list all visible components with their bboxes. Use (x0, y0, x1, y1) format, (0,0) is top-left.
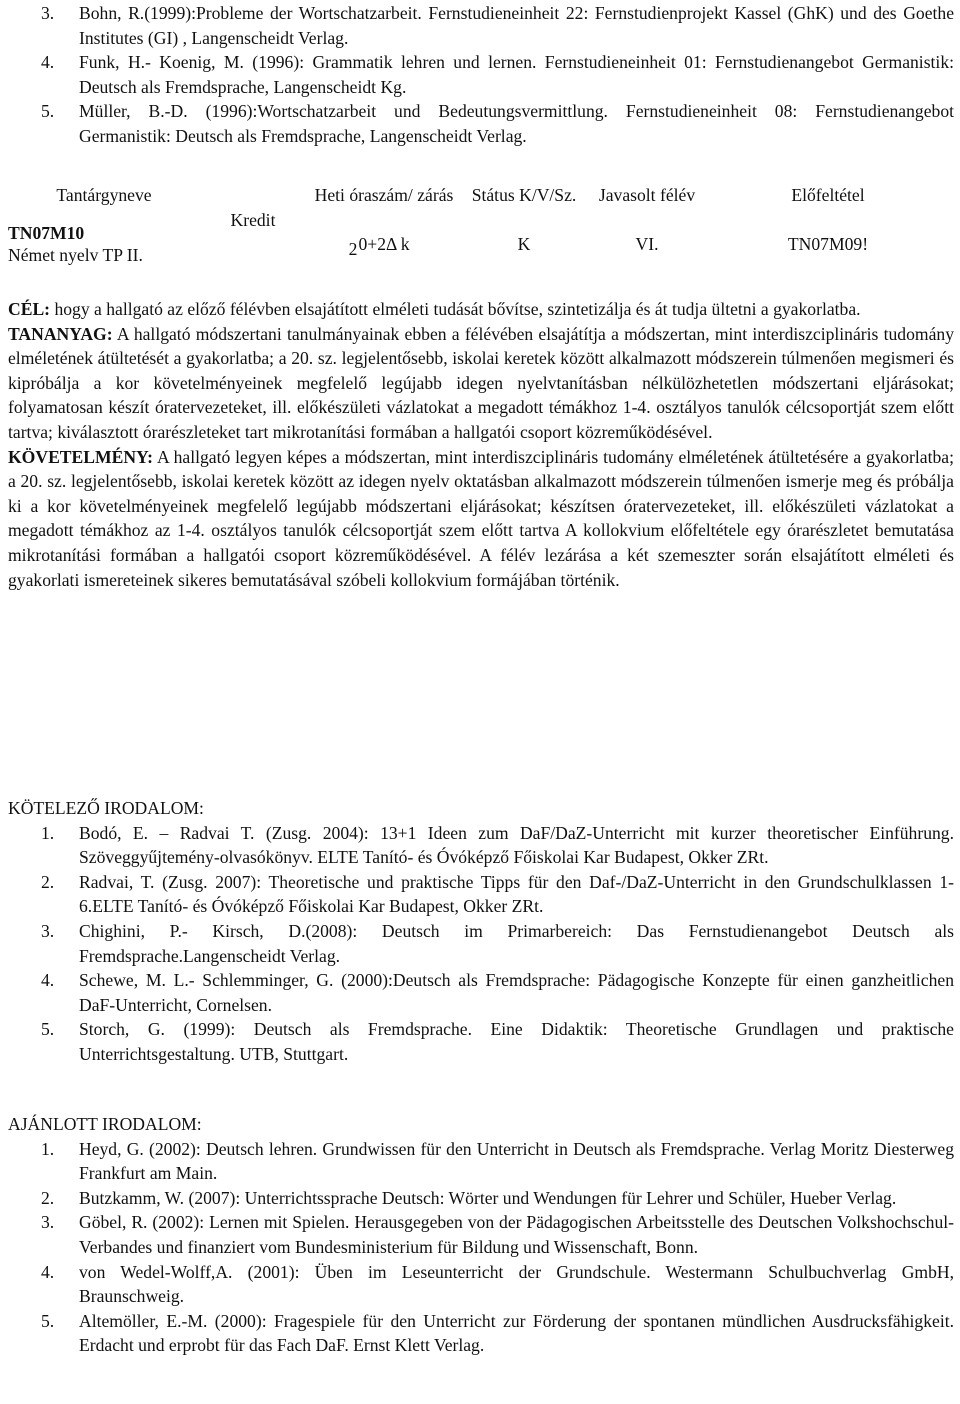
course-name: Német nyelv TP II. (8, 245, 143, 265)
goal-text: hogy a hallgató az előző félévben elsajátított elméleti tudását bővítse, szintetizálja és át tudja ültetni a gyakorlatba. (50, 299, 861, 319)
literature-text: Bodó, E. – Radvai T. (Zusg. 2004): 13+1 Ideen zum DaF/DaZ-Unterricht mit kurzer theoretischer Einführung. Szöveggyűjtemény-olvasókönyv. ELTE Tanító- és Óvóképző Főiskolai Kar Budapest, Okker ZRt. (79, 822, 954, 868)
header-weekly-hours: Heti óraszám/ zárás (314, 185, 454, 205)
literature-item (0, 1260, 960, 1309)
literature-text: Radvai, T. (Zusg. 2007): Theoretische und praktische Tipps für den Daf-/DaZ-Unterricht in den Grundschulklassen 1-6.ELTE Tanító- és Óvóképző Főiskolai Kar Budapest, Okker ZRt. (79, 871, 954, 917)
literature-text: Heyd, G. (2002): Deutsch lehren. Grundwissen für den Unterricht in Deutsch als Fremdsprache. Verlag Moritz Diesterweg Frankfurt am Main. (79, 1138, 954, 1184)
literature-item (0, 1186, 960, 1211)
literature-number: 5. (41, 1019, 55, 1040)
literature-text: Storch, G. (1999): Deutsch als Fremdsprache. Eine Didaktik: Theoretische Grundlagen und praktische Unterrichtsgestaltung. UTB, Stuttgart. (79, 1019, 954, 1064)
course-name-cell (8, 219, 200, 269)
literature-number: 2. (41, 1187, 55, 1208)
reference-item (0, 50, 960, 99)
literature-item (0, 870, 960, 919)
goal-label: CÉL: (8, 299, 51, 319)
requirements-text: A hallgató legyen képes a módszertan, mint interdiszciplináris tudomány elméletének átültetésére a gyakorlatba; a 20. sz. legjelentősebb, iskolai keretek között az idegen nyelv oktatásban alkalmazott módszerein túlmenően ismerje meg és próbálja ki a kor követelményeinek megfelelő legújabb módszertani eljárásokat; készítsen óratervezeteket, ill. előkészületi vázlatokat a megadott témákhoz az 1-4. osztályos tanulók célcsoportját szem előtt tartva A kollokvium előfeltétele egy órarészletet bemutatása mikrotanítási formában a hallgatói csoport közreműködésével. A félév lezárása a két szemeszter során elsajátított elméleti és gyakorlati ismereteinek sikeres bemutatásával szóbeli kollokvium formájában történik. (8, 446, 954, 590)
literature-item (0, 821, 960, 870)
curriculum-label: TANANYAG: (8, 323, 113, 344)
course-table-row (8, 219, 948, 269)
reference-text: Bohn, R.(1999):Probleme der Wortschatzarbeit. Fernstudieneinheit 22: Fernstudienprojekt Kassel (GhK) und des Goethe Institutes (GI) , Langenscheidt Verlag. (79, 3, 954, 48)
reference-number: 4. (41, 52, 55, 73)
literature-item (0, 919, 960, 968)
header-course-name: Tantárgyneve (56, 185, 152, 205)
reference-text: Funk, H.- Koenig, M. (1996): Grammatik lehren und lernen. Fernstudieneinheit 01: Fernstudienangebot Germanistik: Deutsch als Fremdsprache, Langenscheidt Kg. (79, 52, 954, 97)
literature-item (0, 1309, 960, 1358)
literature-number: 4. (41, 970, 55, 991)
literature-number: 2. (41, 871, 55, 892)
literature-item (0, 1137, 960, 1186)
prerequisite-value: TN07M09! (787, 234, 869, 254)
literature-text: Schewe, M. L.- Schlemminger, G. (2000):Deutsch als Fremdsprache: Pädagogische Konzepte für einen ganzheitlichen DaF-Unterricht, Cornelsen. (79, 970, 954, 1015)
reference-item (0, 1, 960, 50)
reference-number: 5. (41, 101, 55, 122)
previous-course-reference-list (0, 1, 960, 149)
course-description (8, 297, 954, 592)
recommended-literature (0, 1112, 960, 1358)
header-status: Státus K/V/Sz. (471, 185, 577, 205)
literature-number: 1. (41, 822, 55, 843)
status-value: K (517, 234, 531, 254)
literature-number: 5. (41, 1310, 55, 1331)
course-table-header-row (8, 171, 948, 219)
curriculum-text: A hallgató módszertani tanulmányainak ebben a félévében elsajátítja a módszertan, mint interdiszciplináris tudomány elméletének átültetését a gyakorlatba; a 20. sz. legjelentősebb, iskolai keretek között alkalmazott módszerein túlmenően megismeri és kipróbálja a kor követelményeinek megfelelő legújabb idegen nyelvtanításban nélkülözhetetlen módszertani eljárásokat; folyamatosan készít óratervezeteket, ill. előkészületi vázlatokat a megadott témákhoz 1-4. osztályos tanulók célcsoportját szem előtt tartva; kiválasztott órarészleteket tart mikrotanítási formában a hallgatói csoport közreműködésével. (8, 323, 954, 442)
course-code: TN07M10 (8, 223, 85, 243)
reference-number: 3. (41, 3, 55, 23)
requirements-section (8, 445, 954, 593)
mandatory-literature (0, 796, 960, 1067)
literature-number: 4. (41, 1261, 55, 1282)
header-credit: Kredit (230, 210, 276, 230)
reference-item (0, 99, 960, 148)
curriculum-section (8, 322, 954, 445)
mandatory-literature-list (0, 821, 960, 1067)
course-info-table (8, 171, 948, 269)
goal-section (8, 297, 954, 322)
reference-text: Müller, B.-D. (1996):Wortschatzarbeit und Bedeutungsvermittlung. Fernstudieneinheit 08: Fernstudienangebot Germanistik: Deutsch als Fremdsprache, Langenscheidt Verlag. (79, 101, 954, 146)
literature-text: Altemöller, E.-M. (2000): Fragespiele für den Unterricht zur Förderung der spontanen mündlichen Ausdrucksfähigkeit. Erdacht und erprobt für das Fach DaF. Ernst Klett Verlag. (79, 1310, 954, 1356)
mandatory-literature-heading: KÖTELEZŐ IRODALOM: (8, 798, 204, 818)
recommended-literature-list (0, 1137, 960, 1358)
requirements-label: KÖVETELMÉNY: (8, 446, 154, 467)
literature-number: 3. (41, 920, 55, 941)
literature-number: 3. (41, 1212, 55, 1233)
header-prerequisite: Előfeltétel (791, 185, 865, 205)
literature-number: 1. (41, 1138, 55, 1159)
semester-value: VI. (635, 234, 659, 254)
literature-text: Göbel, R. (2002): Lernen mit Spielen. Herausgegeben von der Pädagogischen Arbeitsstelle des Deutschen Volkshochschul-Verbandes und finanziert vom Bundesministerium für Bildung und Wissenschaft, Bonn. (79, 1212, 954, 1257)
literature-item (0, 1017, 960, 1066)
literature-text: Butzkamm, W. (2007): Unterrichtssprache Deutsch: Wörter und Wendungen für Lehrer und Schüler, Hueber Verlag. (79, 1187, 897, 1208)
recommended-literature-heading: AJÁNLOTT IRODALOM: (8, 1114, 202, 1134)
header-recommended-semester: Javasolt félév (598, 185, 696, 205)
literature-text: Chighini, P.- Kirsch, D.(2008): Deutsch im Primarbereich: Das Fernstudienangebot Deutsch als Fremdsprache.Langenscheidt Verlag. (79, 920, 954, 966)
literature-text: von Wedel-Wolff,A. (2001): Üben im Leseunterricht der Grundschule. Westermann Schulbuchverlag GmbH, Braunschweig. (79, 1261, 954, 1307)
weekly-hours-value: 0+2Δ k (358, 234, 410, 254)
credit-value: 2 (348, 239, 358, 259)
literature-item (0, 1210, 960, 1259)
literature-item (0, 968, 960, 1017)
